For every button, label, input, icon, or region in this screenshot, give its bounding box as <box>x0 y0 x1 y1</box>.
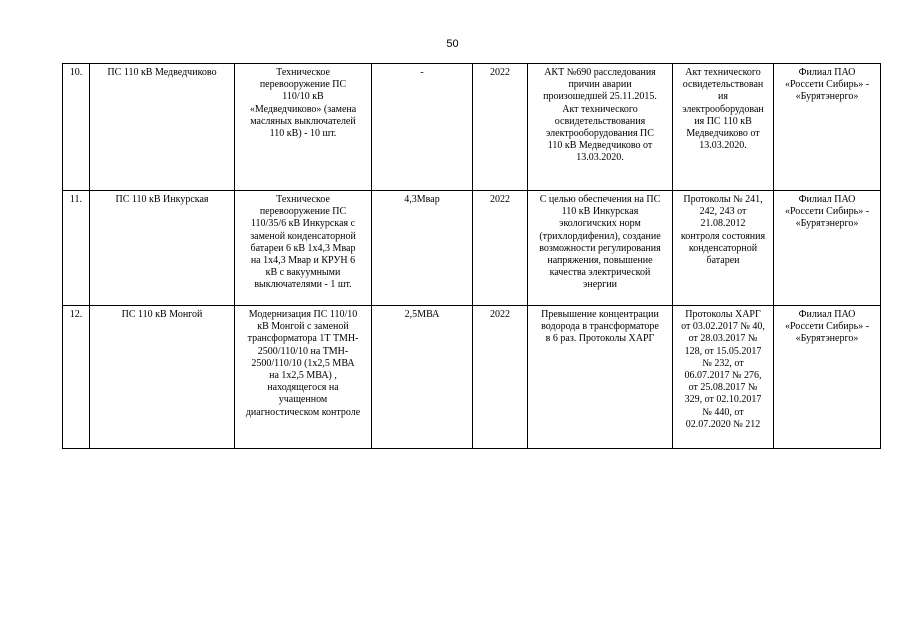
cell-line: освидетельствован <box>682 79 764 91</box>
cell-line: перевооружение ПС <box>259 206 347 218</box>
cell-line: освидетельствования <box>554 115 646 127</box>
cell-line: Медведчиково от <box>686 128 760 140</box>
cell-line: «Россети Сибирь» - <box>784 79 870 91</box>
cell-line: экологичских норм <box>559 218 641 230</box>
cell-line: от 03.02.2017 № 40, <box>681 321 765 333</box>
cell-line: произошедшей 25.11.2015. <box>543 91 657 103</box>
cell-line: электрооборудован <box>682 103 764 115</box>
page-number: 50 <box>446 38 459 50</box>
row-number: 10. <box>63 64 90 191</box>
cell-line: Превышение концентрации <box>541 309 659 320</box>
cell-line: 128, от 15.05.2017 <box>684 345 762 357</box>
reason-text <box>528 191 673 306</box>
cell-line: кВ с вакуумными <box>265 267 341 279</box>
work-description <box>235 64 372 191</box>
capacity-value: - <box>372 64 473 191</box>
cell-line: «Россети Сибирь» - <box>784 206 870 218</box>
cell-line: трансформатора 1Т ТМН- <box>247 333 359 345</box>
capacity-value: 4,3Мвар <box>372 191 473 306</box>
cell-line: возможности регулирования <box>539 242 661 254</box>
cell-line: Филиал ПАО <box>798 67 856 78</box>
cell-line: от 28.03.2017 № <box>688 333 758 345</box>
year-value: 2022 <box>473 64 528 191</box>
cell-line: электрооборудования ПС <box>546 128 654 140</box>
cell-line: АКТ №690 расследования <box>544 67 656 78</box>
cell-line: масляных выключателей <box>250 115 356 127</box>
cell-line: «Бурятэнерго» <box>795 218 859 230</box>
cell-line: Акт технического <box>562 103 638 115</box>
cell-line: контроля состояния <box>680 230 766 242</box>
cell-line: С целью обеспечения на ПС <box>539 194 661 205</box>
cell-line: Филиал ПАО <box>798 309 856 320</box>
cell-line: 329, от 02.10.2017 <box>684 394 762 406</box>
cell-line: Акт технического <box>685 67 761 78</box>
reason-text <box>528 64 673 191</box>
cell-line: перевооружение ПС <box>259 79 347 91</box>
cell-line: 21.08.2012 <box>700 218 746 230</box>
cell-line: 110/35/6 кВ Инкурская с <box>250 218 356 230</box>
cell-line: «Россети Сибирь» - <box>784 321 870 333</box>
cell-line: Модернизация ПС 110/10 <box>248 309 358 320</box>
table-row <box>63 191 881 306</box>
cell-line: диагностическом контроле <box>245 406 361 418</box>
cell-line: Техническое <box>276 67 330 78</box>
row-number: 11. <box>63 191 90 306</box>
cell-line: в 6 раз. Протоколы ХАРГ <box>545 333 655 345</box>
organization-name <box>774 191 881 306</box>
cell-line: 110 кВ Медведчиково от <box>547 140 653 152</box>
cell-line: 06.07.2017 № 276, <box>684 370 762 382</box>
cell-line: 13.03.2020. <box>699 140 747 152</box>
cell-line: водорода в трансформаторе <box>541 321 659 333</box>
year-value: 2022 <box>473 191 528 306</box>
basis-documents <box>673 64 774 191</box>
cell-line: «Медведчиково» (замена <box>249 103 357 115</box>
cell-line: конденсаторной <box>688 242 758 254</box>
work-description <box>235 191 372 306</box>
cell-line: от 25.08.2017 № <box>688 382 758 394</box>
cell-line: 110 кВ Инкурская <box>561 206 639 218</box>
cell-line: напряжения, повышение <box>547 255 653 267</box>
cell-line: Протоколы № 241, <box>683 194 763 205</box>
year-value: 2022 <box>473 306 528 449</box>
cell-line: 110/10 кВ <box>282 91 324 103</box>
work-description <box>235 306 372 449</box>
cell-line: «Бурятэнерго» <box>795 333 859 345</box>
substation-name: ПС 110 кВ Монгой <box>90 306 235 449</box>
cell-line: 242, 243 от <box>699 206 747 218</box>
basis-documents <box>673 306 774 449</box>
cell-line: Филиал ПАО <box>798 194 856 205</box>
substation-name: ПС 110 кВ Инкурская <box>90 191 235 306</box>
cell-line: Техническое <box>276 194 330 205</box>
cell-line: батареи <box>706 255 740 267</box>
table-row <box>63 306 881 449</box>
cell-line: Протоколы ХАРГ <box>685 309 761 320</box>
cell-line: заменой конденсаторной <box>250 230 356 242</box>
reason-text <box>528 306 673 449</box>
basis-documents <box>673 191 774 306</box>
investment-table <box>62 63 881 449</box>
cell-line: 02.07.2020 № 212 <box>685 418 761 430</box>
cell-line: выключателями - 1 шт. <box>254 279 352 291</box>
cell-line: ия ПС 110 кВ <box>694 115 752 127</box>
cell-line: № 440, от <box>702 406 744 418</box>
cell-line: кВ Монгой с заменой <box>257 321 349 333</box>
cell-line: № 232, от <box>702 357 744 369</box>
cell-line: энергии <box>583 279 617 291</box>
cell-line: 13.03.2020. <box>576 152 624 164</box>
capacity-value: 2,5МВА <box>372 306 473 449</box>
cell-line: находящегося на <box>267 382 339 394</box>
cell-line: причин аварии <box>568 79 632 91</box>
row-number: 12. <box>63 306 90 449</box>
cell-line: батареи 6 кВ 1х4,3 Мвар <box>250 242 356 254</box>
cell-line: ия <box>718 91 728 103</box>
cell-line: 110 кВ) - 10 шт. <box>269 128 337 140</box>
cell-line: учащенном <box>278 394 328 406</box>
organization-name <box>774 64 881 191</box>
cell-line: на 1х4,3 Мвар и КРУН 6 <box>250 255 356 267</box>
cell-line: «Бурятэнерго» <box>795 91 859 103</box>
cell-line: качества электрической <box>549 267 651 279</box>
organization-name <box>774 306 881 449</box>
table-row <box>63 64 881 191</box>
cell-line: (трихлордифенил), создание <box>539 230 661 242</box>
substation-name: ПС 110 кВ Медведчиково <box>90 64 235 191</box>
cell-line: 2500/110/10 на ТМН- <box>257 345 349 357</box>
cell-line: на 1х2,5 МВА) , <box>269 370 337 382</box>
cell-line: 2500/110/10 (1х2,5 МВА <box>251 357 355 369</box>
